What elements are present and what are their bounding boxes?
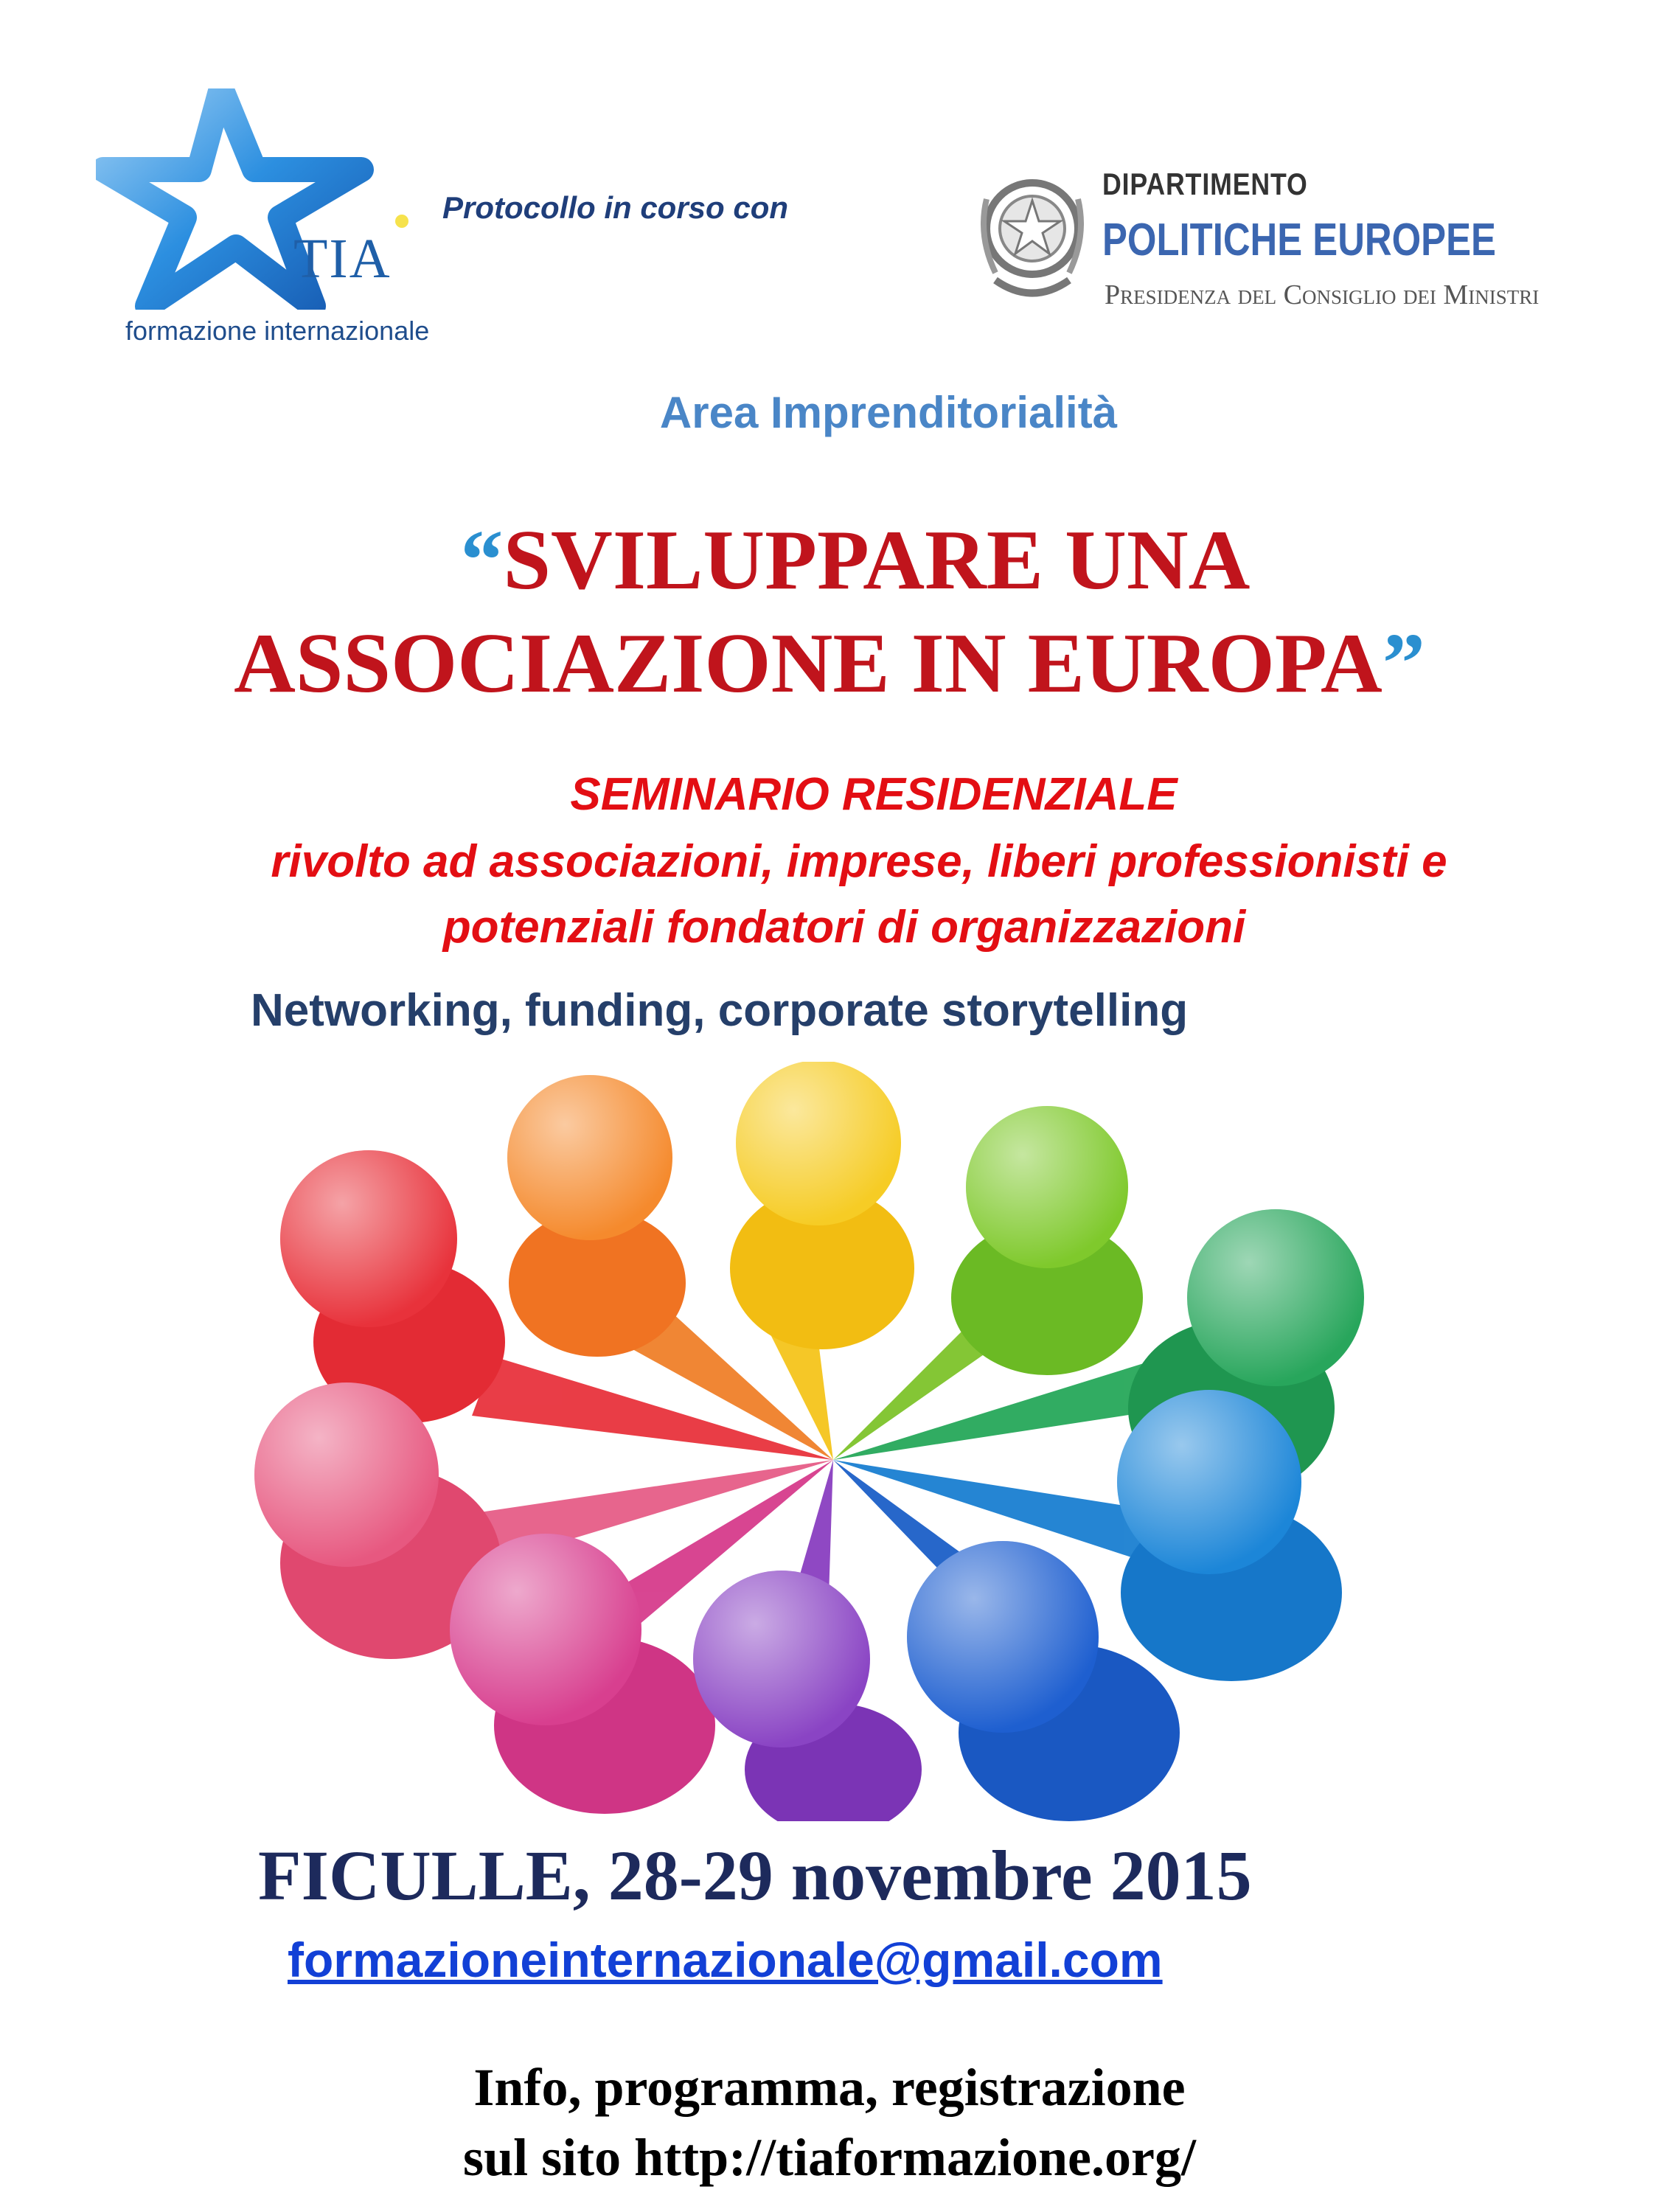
department-logo bbox=[981, 155, 1615, 332]
info-line-2: sul sito http://tiaformazione.org/ bbox=[463, 2128, 1196, 2187]
area-heading: Area Imprenditorialità bbox=[659, 388, 1118, 437]
department-line-3: Presidenza del Consiglio dei Ministri bbox=[1105, 279, 1540, 310]
close-quote: ” bbox=[1382, 616, 1425, 711]
title-line-1-text: SVILUPPARE UNA bbox=[503, 513, 1251, 608]
title-line-2 bbox=[0, 612, 1659, 715]
tia-logo-subtitle: formazione internazionale bbox=[125, 316, 430, 346]
email-link[interactable]: formazioneinternazionale@gmail.com bbox=[288, 1933, 1163, 1987]
tia-logo-text: TIA bbox=[293, 228, 392, 290]
seminar-line-1: SEMINARIO RESIDENZIALE bbox=[570, 769, 1178, 820]
open-quote: “ bbox=[460, 513, 504, 608]
tia-logo bbox=[96, 88, 430, 354]
italian-emblem-icon bbox=[981, 155, 1084, 317]
topics-line: Networking, funding, corporate storytelling bbox=[251, 985, 1189, 1036]
info-line-1: Info, programma, registrazione bbox=[473, 2058, 1186, 2117]
protocol-text: Protocollo in corso con bbox=[442, 190, 789, 225]
people-illustration bbox=[251, 1062, 1416, 1821]
seminar-line-2: rivolto ad associazioni, imprese, liberi professionisti e bbox=[271, 836, 1447, 887]
title-line-2-text: ASSOCIAZIONE IN EUROPA bbox=[234, 616, 1382, 711]
department-line-1: DIPARTIMENTO bbox=[1102, 167, 1308, 201]
colorful-people-circle-icon bbox=[251, 1062, 1416, 1821]
seminar-line-3: potenziali fondatori di organizzazioni bbox=[442, 902, 1246, 953]
department-line-2: POLITICHE EUROPEE bbox=[1102, 215, 1496, 265]
title-line-1 bbox=[0, 509, 1659, 612]
event-date-place: FICULLE, 28-29 novembre 2015 bbox=[258, 1836, 1252, 1915]
